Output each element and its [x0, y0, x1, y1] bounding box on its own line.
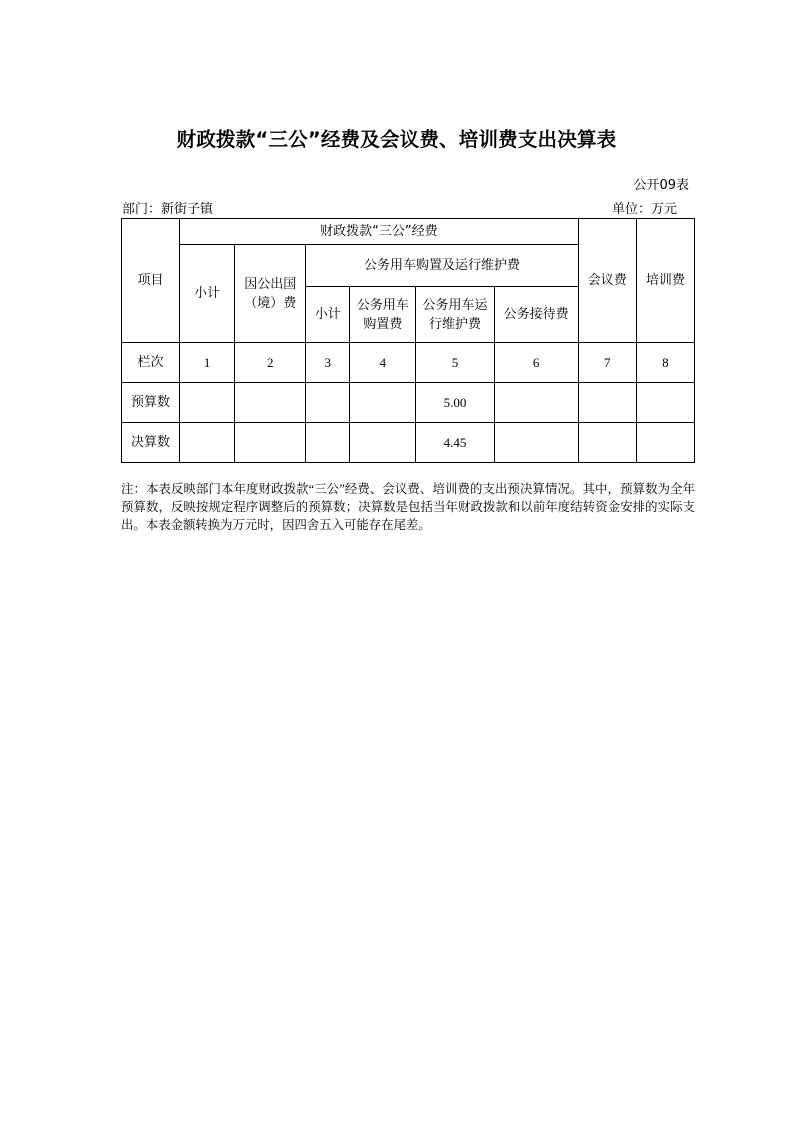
index-cell: 6 [494, 343, 578, 383]
data-cell [180, 423, 235, 463]
data-cell [494, 383, 578, 423]
page-title: 财政拨款“三公”经费及会议费、培训费支出决算表 [176, 128, 617, 151]
form-number: 公开09表 [633, 178, 689, 193]
data-cell [306, 383, 350, 423]
row-label: 预算数 [122, 383, 180, 423]
data-cell [578, 383, 636, 423]
index-cell: 1 [180, 343, 235, 383]
footnote: 注：本表反映部门本年度财政拨款“三公”经费、会议费、培训费的支出预决算情况。其中，预算数为全年预算数，反映按规定程序调整后的预算数；决算数是包括当年财政拨款和以前年度结转资金安排的实际支出。本表金额转换为万元时，因四舍五入可能存在尾差。 [121, 482, 695, 532]
table-row [122, 383, 695, 423]
table-row [122, 343, 695, 383]
index-cell: 8 [636, 343, 694, 383]
header-vehicle-group: 公务用车购置及运行维护费 [306, 245, 578, 287]
data-cell: 4.45 [416, 423, 494, 463]
header-training: 培训费 [636, 219, 694, 343]
table-row [122, 423, 695, 463]
header-vehicle-subtotal: 小计 [306, 287, 350, 343]
data-cell [180, 383, 235, 423]
data-cell [636, 423, 694, 463]
expenditure-table [121, 218, 695, 463]
department-label: 部门：新街子镇 [122, 202, 214, 217]
data-cell [235, 423, 306, 463]
index-cell: 5 [416, 343, 494, 383]
header-meeting: 会议费 [578, 219, 636, 343]
index-cell: 7 [578, 343, 636, 383]
index-cell: 2 [235, 343, 306, 383]
index-cell: 3 [306, 343, 350, 383]
row-label: 决算数 [122, 423, 180, 463]
header-subtotal: 小计 [180, 245, 235, 343]
unit-label: 单位：万元 [611, 202, 677, 217]
header-item: 项目 [122, 219, 180, 343]
header-vehicle-operation: 公务用车运行维护费 [416, 287, 494, 343]
header-vehicle-purchase: 公务用车购置费 [350, 287, 416, 343]
data-cell [350, 423, 416, 463]
data-cell [494, 423, 578, 463]
index-cell: 4 [350, 343, 416, 383]
data-cell [578, 423, 636, 463]
data-cell [306, 423, 350, 463]
data-cell: 5.00 [416, 383, 494, 423]
row-label: 栏次 [122, 343, 180, 383]
data-cell [350, 383, 416, 423]
data-cell [636, 383, 694, 423]
data-cell [235, 383, 306, 423]
header-sangong: 财政拨款“三公”经费 [180, 219, 579, 245]
header-reception: 公务接待费 [494, 287, 578, 343]
header-abroad: 因公出国（境）费 [235, 245, 306, 343]
